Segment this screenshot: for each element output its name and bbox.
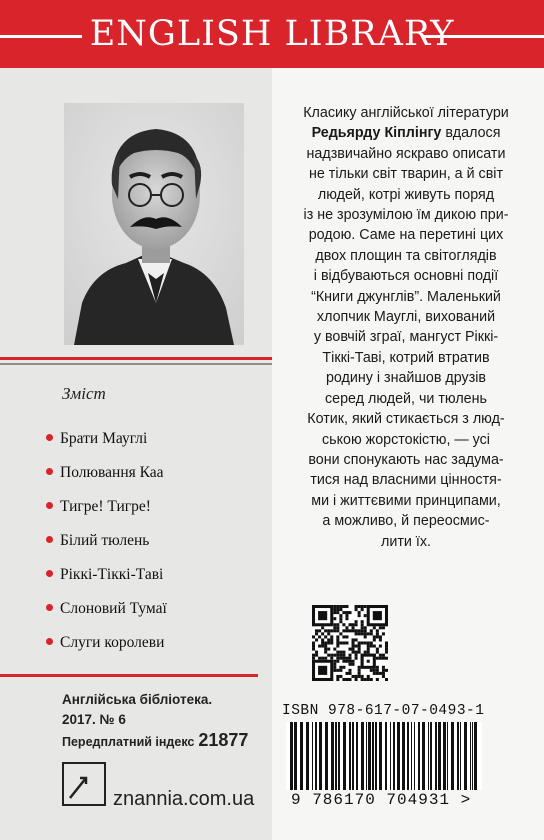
blurb-line: людей, котрі живуть поряд bbox=[317, 186, 495, 203]
contents-item-label: Брати Мауглі bbox=[60, 430, 148, 447]
author-portrait-icon bbox=[64, 103, 244, 345]
contents-item bbox=[46, 562, 167, 596]
blurb-line: Тіккі-Таві, котрий втратив bbox=[322, 349, 490, 366]
contents-heading: Зміст bbox=[62, 384, 106, 403]
contents-item bbox=[46, 528, 167, 562]
blurb-line: не тільки світ тварин, а й світ bbox=[308, 166, 504, 183]
portrait-divider-gray bbox=[0, 363, 272, 365]
blurb-line: і відбуваються основні події bbox=[313, 268, 499, 285]
blurb-line: у вовчій зграї, мангуст Ріккі- bbox=[313, 329, 499, 346]
contents-item-label: Ріккі-Тіккі-Таві bbox=[60, 566, 164, 583]
blurb-line: Редьярду Кіплінгу вдалося bbox=[311, 125, 501, 142]
blurb-line: ською жорстокістю, — усі bbox=[322, 431, 490, 448]
blurb-line: “Книги джунглів”. Маленький bbox=[311, 288, 501, 305]
book-blurb bbox=[280, 103, 532, 552]
portrait-divider-red bbox=[0, 357, 272, 360]
author-name: Редьярду Кіплінгу bbox=[311, 125, 442, 142]
publisher-website: znannia.com.ua bbox=[113, 788, 255, 810]
contents-item-label: Полювання Каа bbox=[60, 464, 164, 481]
bullet-icon bbox=[46, 434, 53, 441]
barcode-icon bbox=[286, 722, 482, 790]
blurb-line: ми і життєвими принципами, bbox=[311, 492, 501, 509]
publisher-logo bbox=[62, 762, 106, 806]
blurb-line: Класику англійської літератури bbox=[303, 105, 509, 121]
blurb-line: двох площин та світоглядів bbox=[315, 247, 497, 264]
contents-list bbox=[46, 426, 167, 664]
blurb-line: тися над власними цінностя- bbox=[310, 472, 502, 489]
qr-code-icon bbox=[312, 605, 388, 681]
contents-item bbox=[46, 460, 167, 494]
journal-divider-red bbox=[0, 674, 258, 677]
blurb-line: вони спонукають нас задума- bbox=[308, 451, 504, 468]
blurb-line: хлопчик Мауглі, вихований bbox=[316, 309, 496, 326]
blurb-line: надзвичайно яскраво описати bbox=[306, 145, 506, 162]
bullet-icon bbox=[46, 604, 53, 611]
blurb-line: із не зрозумілою їм дикою при- bbox=[303, 207, 509, 224]
contents-item bbox=[46, 494, 167, 528]
blurb-line: родою. Саме на перетині цих bbox=[308, 227, 504, 244]
contents-item bbox=[46, 426, 167, 460]
journal-issue: 2017. № 6 bbox=[62, 712, 126, 727]
bullet-icon bbox=[46, 638, 53, 645]
isbn: ISBN 978-617-07-0493-1 bbox=[282, 703, 485, 719]
blurb-line: родину і знайшов друзів bbox=[325, 370, 487, 387]
journal-info bbox=[62, 690, 212, 730]
subscription-index bbox=[62, 730, 248, 751]
blurb-line: Котик, який стикається з люд- bbox=[307, 411, 505, 428]
znannia-logo-icon bbox=[64, 764, 104, 804]
bullet-icon bbox=[46, 570, 53, 577]
contents-item bbox=[46, 596, 167, 630]
contents-item-label: Слоновий Тумаї bbox=[60, 600, 167, 617]
bullet-icon bbox=[46, 502, 53, 509]
bullet-icon bbox=[46, 468, 53, 475]
contents-item-label: Білий тюлень bbox=[60, 532, 150, 549]
ean-digits: 9 786170 704931 > bbox=[291, 791, 472, 809]
subscription-number: 21877 bbox=[198, 730, 249, 750]
blurb-line: серед людей, чи тюлень bbox=[325, 390, 487, 407]
author-portrait bbox=[64, 103, 244, 345]
bullet-icon bbox=[46, 536, 53, 543]
journal-title: Англійська бібліотека. bbox=[62, 692, 213, 707]
contents-item-label: Тигре! Тигре! bbox=[60, 498, 151, 515]
contents-item bbox=[46, 630, 167, 664]
series-title: ENGLISH LIBRARY bbox=[89, 14, 455, 54]
blurb-line: а можливо, й переосмис- bbox=[322, 513, 490, 530]
series-header-bar bbox=[0, 0, 544, 68]
subscription-label: Передплатний індекс bbox=[62, 735, 195, 749]
blurb-line: лити їх. bbox=[381, 533, 431, 550]
contents-item-label: Слуги королеви bbox=[60, 634, 165, 651]
